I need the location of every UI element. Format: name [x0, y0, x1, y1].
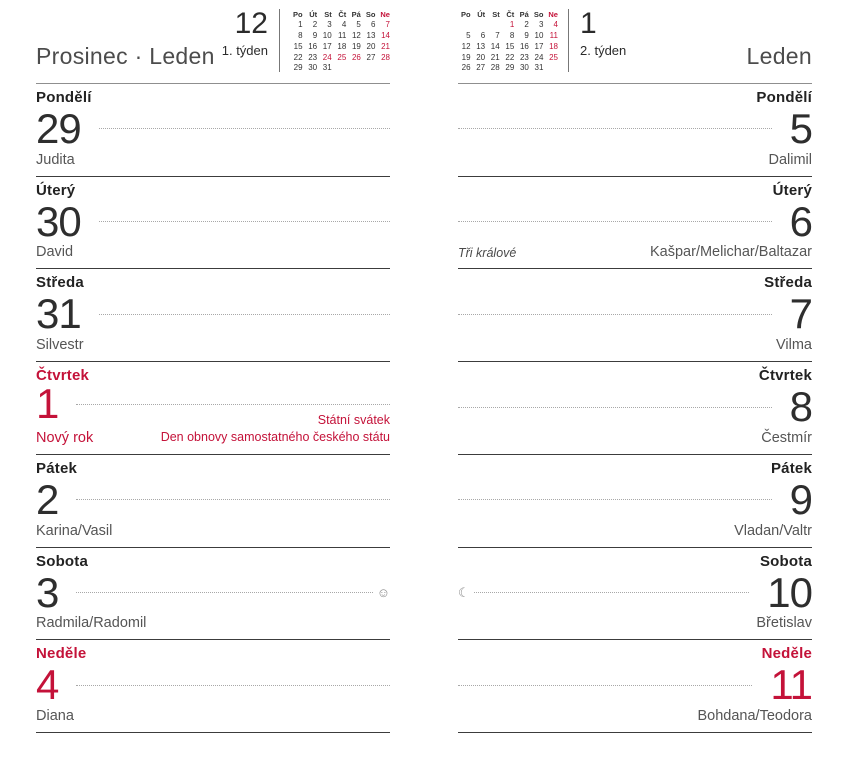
mini-cal-weekday: St — [492, 10, 500, 19]
day-row — [36, 362, 390, 455]
day-number: 1 — [36, 380, 59, 428]
writing-line — [76, 685, 390, 686]
name-day-text: Bohdana/Teodora — [697, 708, 812, 725]
day-row — [458, 269, 812, 362]
day-label: Čtvrtek — [758, 367, 812, 385]
day-row — [36, 177, 390, 270]
mini-cal-day: 4 — [341, 20, 347, 30]
holiday-note-left: Tři králové — [458, 246, 517, 261]
mini-calendar — [290, 10, 390, 83]
page-title: Leden — [746, 43, 812, 69]
mini-cal-day — [334, 63, 347, 74]
day-label: Úterý — [772, 181, 812, 199]
right-page — [458, 0, 812, 768]
day-label: Neděle — [761, 645, 812, 663]
day-foot — [458, 152, 812, 176]
day-number: 5 — [789, 104, 812, 152]
day-number-line — [458, 384, 812, 430]
writing-line — [458, 407, 772, 408]
writing-line — [474, 592, 750, 593]
name-day-text: Kašpar/Melichar/Baltazar — [650, 244, 812, 261]
mini-cal-day: 26 — [351, 52, 361, 62]
mini-cal-day: 11 — [337, 30, 347, 40]
day-number: 2 — [36, 475, 59, 523]
mini-cal-day: 29 — [293, 63, 303, 73]
mini-cal-day: 16 — [519, 41, 529, 51]
week-block — [222, 9, 268, 58]
day-label: Středa — [36, 274, 84, 292]
mini-cal-day: 3 — [327, 20, 332, 30]
mini-cal-day: 5 — [356, 20, 361, 30]
full-moon-icon: ☺ — [376, 584, 390, 600]
day-row — [458, 640, 812, 733]
mini-calendar — [458, 10, 558, 83]
mini-cal-day: 9 — [312, 30, 318, 40]
day-row — [458, 177, 812, 270]
day-label: Neděle — [36, 645, 87, 663]
mini-cal-day — [348, 63, 361, 74]
mini-cal-weekday: So — [533, 10, 544, 19]
header-divider — [279, 9, 280, 72]
mini-cal-day: 18 — [549, 41, 558, 51]
day-label: Pátek — [36, 459, 78, 477]
writing-line — [458, 128, 772, 129]
day-label: Pondělí — [756, 89, 812, 106]
holiday-note-line: Den obnovy samostatného českého státu — [160, 430, 390, 444]
week-block — [580, 9, 626, 58]
day-number: 31 — [36, 290, 81, 338]
writing-line — [76, 592, 372, 593]
last-quarter-moon-icon: ☾ — [458, 584, 470, 600]
mini-cal-weekday: Ne — [380, 10, 390, 19]
name-day-text: Břetislav — [756, 615, 812, 632]
day-number: 10 — [767, 568, 812, 616]
mini-cal-day: 30 — [519, 63, 529, 73]
mini-cal-weekday: Út — [309, 10, 318, 19]
page-title: Prosinec · Leden — [36, 43, 215, 69]
mini-cal-day — [377, 63, 390, 74]
mini-cal-day: 24 — [322, 52, 332, 62]
day-number-line — [36, 570, 390, 616]
mini-cal-weekday: Pá — [519, 10, 529, 19]
day-number-line — [458, 199, 812, 245]
mini-cal-day — [473, 20, 486, 31]
mini-cal-day: 1 — [509, 20, 515, 30]
day-foot — [36, 244, 390, 268]
day-number: 6 — [789, 197, 812, 245]
mini-cal-day: 23 — [308, 52, 318, 62]
mini-cal-day: 29 — [505, 63, 515, 73]
mini-cal-day: 25 — [549, 52, 558, 62]
mini-cal-day: 27 — [366, 52, 376, 62]
mini-cal-day: 27 — [476, 63, 486, 73]
name-day-text: Karina/Vasil — [36, 522, 113, 539]
mini-cal-day: 9 — [524, 30, 529, 40]
day-foot — [36, 708, 390, 732]
mini-cal-day — [545, 63, 558, 74]
week-label: 2. týden — [580, 43, 627, 58]
name-day-text: Vilma — [776, 337, 812, 354]
mini-cal-weekday: Čt — [338, 10, 347, 19]
left-day-rows — [36, 84, 390, 733]
mini-cal-weekday: Čt — [506, 10, 515, 19]
day-number-line — [458, 570, 812, 616]
mini-cal-weekday: St — [324, 10, 332, 19]
mini-cal-day: 12 — [461, 41, 471, 51]
mini-cal-day: 11 — [549, 30, 558, 40]
mini-cal-day: 15 — [505, 41, 515, 51]
mini-cal-day: 2 — [312, 20, 318, 30]
mini-cal-day: 1 — [298, 20, 303, 30]
mini-cal-day: 15 — [293, 41, 303, 51]
writing-line — [76, 499, 390, 500]
mini-cal-day: 6 — [370, 20, 376, 30]
mini-cal-day: 20 — [366, 41, 376, 51]
mini-cal-weekday: Po — [460, 10, 471, 19]
day-number-line — [458, 477, 812, 523]
mini-cal-day: 10 — [534, 30, 544, 40]
holiday-note-line: Státní svátek — [317, 413, 390, 428]
mini-cal-day: 14 — [490, 41, 500, 51]
right-page-header — [458, 0, 812, 84]
header-divider — [568, 9, 569, 72]
mini-cal-day: 31 — [322, 63, 332, 73]
mini-cal-day: 30 — [308, 63, 318, 73]
mini-cal-day — [487, 20, 500, 31]
mini-cal-day: 8 — [509, 30, 515, 40]
holiday-notes — [161, 412, 390, 446]
day-number-line — [36, 477, 390, 523]
mini-cal-day: 7 — [495, 30, 500, 40]
day-number: 3 — [36, 568, 59, 616]
day-number: 9 — [789, 475, 812, 523]
day-number-line — [36, 662, 390, 708]
mini-cal-day: 5 — [466, 30, 471, 40]
name-day-text: David — [36, 244, 74, 261]
name-day-text: Radmila/Radomil — [36, 615, 147, 632]
writing-line — [458, 499, 772, 500]
day-number-line — [458, 106, 812, 152]
day-label: Čtvrtek — [36, 367, 90, 385]
writing-line — [99, 221, 390, 222]
writing-line — [458, 685, 752, 686]
mini-cal-weekday: Pá — [351, 10, 361, 19]
day-number: 7 — [789, 290, 812, 338]
mini-cal-day: 19 — [461, 52, 471, 62]
day-number: 4 — [36, 661, 59, 709]
day-foot — [458, 430, 812, 454]
day-row — [36, 455, 390, 548]
mini-cal-day: 12 — [351, 30, 361, 40]
mini-cal-day — [363, 63, 376, 74]
writing-line — [76, 404, 390, 405]
day-label: Sobota — [36, 552, 89, 570]
day-label: Pondělí — [36, 89, 92, 106]
mini-cal-day: 20 — [476, 52, 486, 62]
day-foot — [458, 244, 812, 268]
week-month-number: 12 — [234, 7, 268, 40]
day-foot — [36, 152, 390, 176]
writing-line — [458, 221, 772, 222]
day-number: 29 — [36, 104, 81, 152]
day-number: 11 — [770, 661, 812, 709]
mini-cal-day: 10 — [322, 30, 332, 40]
day-row — [36, 269, 390, 362]
day-label: Pátek — [770, 459, 812, 477]
left-page-header — [36, 0, 390, 84]
mini-cal-day: 14 — [381, 30, 390, 40]
mini-cal-day: 17 — [534, 41, 544, 51]
day-foot — [36, 337, 390, 361]
mini-cal-day: 28 — [490, 63, 500, 73]
week-label: 1. týden — [221, 43, 268, 58]
mini-cal-day: 17 — [322, 41, 332, 51]
mini-cal-day: 22 — [293, 52, 303, 62]
mini-cal-day: 19 — [351, 41, 361, 51]
mini-cal-day: 4 — [553, 20, 558, 30]
week-month-number: 1 — [580, 7, 597, 40]
day-number: 30 — [36, 197, 81, 245]
right-day-rows — [458, 84, 812, 733]
mini-cal-day — [458, 20, 471, 31]
day-row — [36, 84, 390, 177]
writing-line — [99, 314, 390, 315]
mini-cal-day: 31 — [534, 63, 544, 73]
writing-line — [458, 314, 772, 315]
mini-cal-day: 26 — [461, 63, 471, 73]
day-label: Úterý — [36, 181, 76, 199]
day-number-line — [36, 106, 390, 152]
mini-cal-day: 22 — [505, 52, 515, 62]
mini-cal-day: 3 — [538, 20, 544, 30]
mini-cal-weekday: Ne — [548, 10, 558, 19]
mini-cal-day: 13 — [366, 30, 376, 40]
day-number-line — [36, 199, 390, 245]
name-day-text: Dalimil — [768, 151, 812, 168]
mini-cal-day: 23 — [519, 52, 529, 62]
mini-cal-day: 18 — [337, 41, 347, 51]
day-number-line — [36, 291, 390, 337]
day-foot — [36, 615, 390, 639]
day-number-line — [458, 291, 812, 337]
day-foot — [458, 615, 812, 639]
day-row — [458, 455, 812, 548]
mini-cal-day: 8 — [298, 30, 303, 40]
day-label: Středa — [764, 274, 812, 292]
day-number-line — [458, 662, 812, 708]
mini-cal-weekday: Po — [292, 10, 303, 19]
day-foot — [36, 523, 390, 547]
day-foot — [458, 523, 812, 547]
mini-cal-day: 7 — [385, 20, 390, 30]
mini-cal-day: 21 — [381, 41, 390, 51]
mini-cal-day: 6 — [480, 30, 486, 40]
name-day-text: Judita — [36, 151, 75, 168]
mini-cal-day: 28 — [381, 52, 390, 62]
day-row — [458, 548, 812, 641]
name-day-text: Silvestr — [36, 337, 84, 354]
mini-cal-day: 2 — [524, 20, 529, 30]
mini-cal-day: 24 — [534, 52, 544, 62]
writing-line — [99, 128, 390, 129]
left-page — [36, 0, 390, 768]
day-row — [458, 362, 812, 455]
mini-cal-weekday: So — [365, 10, 376, 19]
day-label: Sobota — [759, 552, 812, 570]
day-foot — [458, 337, 812, 361]
day-row — [458, 84, 812, 177]
day-foot — [36, 413, 390, 454]
mini-cal-day: 21 — [490, 52, 500, 62]
day-number: 8 — [789, 383, 812, 431]
mini-cal-day: 25 — [337, 52, 347, 62]
name-day-text: Diana — [36, 708, 74, 725]
mini-cal-day: 13 — [476, 41, 486, 51]
name-day-text: Čestmír — [761, 429, 812, 446]
day-row — [36, 640, 390, 733]
mini-cal-weekday: Út — [477, 10, 486, 19]
mini-cal-day: 16 — [308, 41, 318, 51]
day-row — [36, 548, 390, 641]
day-foot — [458, 708, 812, 732]
name-day-text: Vladan/Valtr — [734, 522, 812, 539]
name-day-text: Nový rok — [36, 429, 94, 446]
